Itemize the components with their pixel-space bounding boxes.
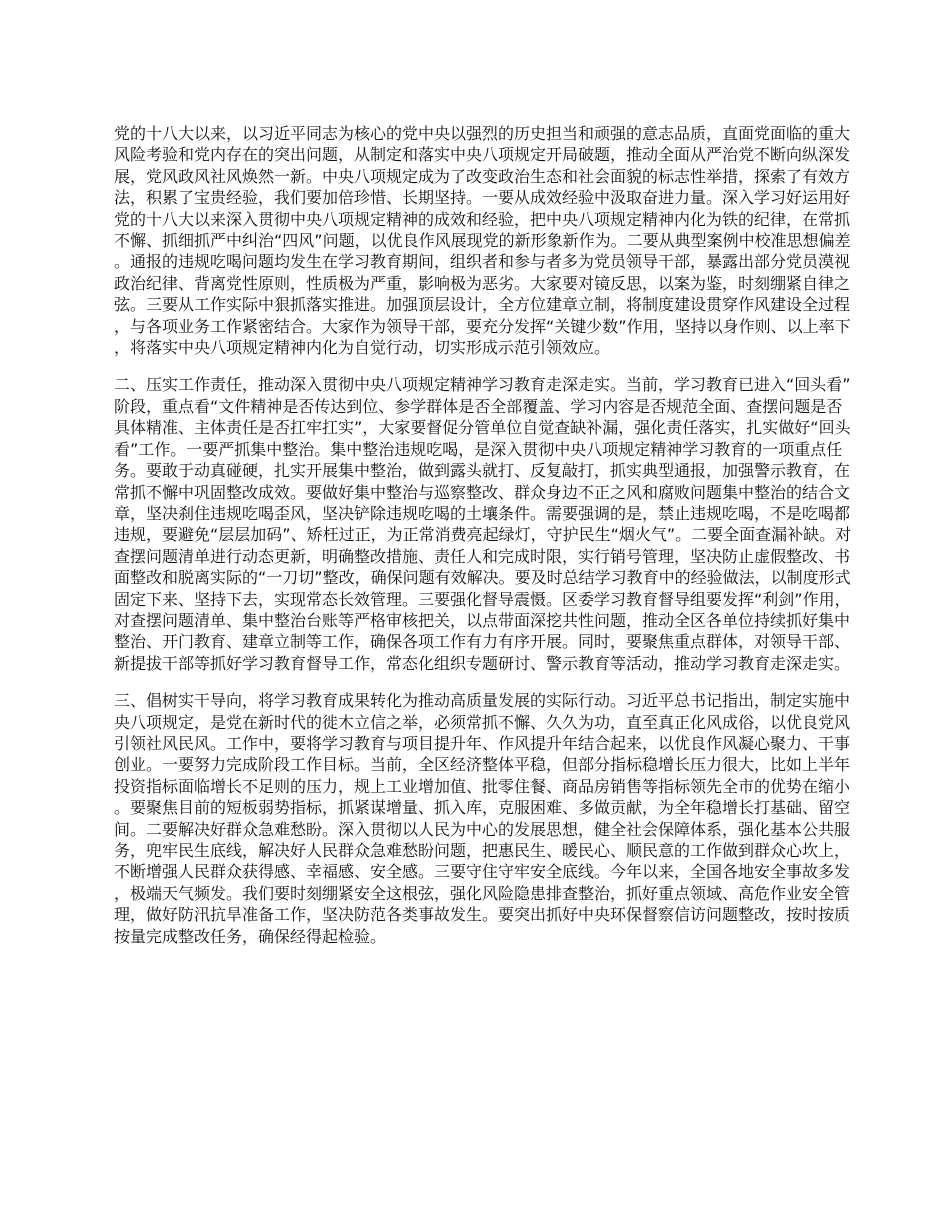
paragraph-section-three: 三、倡树实干导向，将学习教育成果转化为推动高质量发展的实际行动。习近平总书记指出，制定实施中央八项规定，是党在新时代的徙木立信之举，必须常抓不懈、久久为功，直至真正化风成俗，以优良党风引领社风民风。工作中，要将学习教育与项目提升年、作风提升年结合起来，以优良作风凝心聚力、干事创业。一要努力完成阶段工作目标。当前，全区经济整体平稳，但部分指标稳增长压力很大，比如上半年投资指标面临增长不足则的压力，规上工业增加值、批零住餐、商品房销售等指标领先全市的优势在缩小。要聚焦目前的短板弱势指标，抓紧谋增量、抓入库，克服困难、多做贡献，为全年稳增长打基础、留空间。二要解决好群众急难愁盼。深入贯彻以人民为中心的发展思想，健全社会保障体系，强化基本公共服务，兜牢民生底线，解决好人民群众急难愁盼问题，把惠民生、暖民心、顺民意的工作做到群众心坎上，不断增强人民群众获得感、幸福感、安全感。三要守住守牢安全底线。今年以来，全国各地安全事故多发，极端天气频发。我们要时刻绷紧安全这根弦，强化风险隐患排查整治，抓好重点领域、高危作业安全管理，做好防汛抗旱准备工作，坚决防范各类事故发生。要突出抓好中央环保督察信访问题整改，按时按质按量完成整改任务，确保经得起检验。	[114, 691, 851, 946]
paragraph-intro: 党的十八大以来，以习近平同志为核心的党中央以强烈的历史担当和顽强的意志品质，直面党面临的重大风险考验和党内存在的突出问题，从制定和落实中央八项规定开局破题，推动全面从严治党不断向纵深发展，党风政风社风焕然一新。中央八项规定成为了改变政治生态和社会面貌的标志性举措，探索了有效方法，积累了宝贵经验，我们要加倍珍惜、长期坚持。一要从成效经验中汲取奋进力量。深入学习好运用好党的十八大以来深入贯彻中央八项规定精神的成效和经验，把中央八项规定精神内化为铁的纪律，在常抓不懈、抓细抓严中纠治“四风”问题，以优良作风展现党的新形象新作为。二要从典型案例中校准思想偏差。通报的违规吃喝问题均发生在学习教育期间，组织者和参与者多为党员领导干部，暴露出部分党员漠视政治纪律、背离党性原则，性质极为严重，影响极为恶劣。大家要对镜反思，以案为鉴，时刻绷紧自律之弦。三要从工作实际中狠抓落实推进。加强顶层设计，全方位建章立制，将制度建设贯穿作风建设全过程，与各项业务工作紧密结合。大家作为领导干部，要充分发挥“关键少数”作用，坚持以身作则、以上率下，将落实中央八项规定精神内化为自觉行动，切实形成示范引领效应。	[114, 124, 851, 358]
paragraph-section-two: 二、压实工作责任，推动深入贯彻中央八项规定精神学习教育走深走实。当前，学习教育已进入“回头看”阶段，重点看“文件精神是否传达到位、参学群体是否全部覆盖、学习内容是否规范全面、查摆问题是否具体精准、主体责任是否扛牢扛实”，大家要督促分管单位自觉查缺补漏，强化责任落实，扎实做好“回头看”工作。一要严抓集中整治。集中整治违规吃喝，是深入贯彻中央八项规定精神学习教育的一项重点任务。要敢于动真碰硬，扎实开展集中整治，做到露头就打、反复敲打，抓实典型通报，加强警示教育，在常抓不懈中巩固整改成效。要做好集中整治与巡察整改、群众身边不正之风和腐败问题集中整治的结合文章，坚决刹住违规吃喝歪风，坚决铲除违规吃喝的土壤条件。需要强调的是，禁止违规吃喝，不是吃喝都违规，要避免“层层加码”、矫枉过正，为正常消费亮起绿灯，守护民生“烟火气”。二要全面查漏补缺。对查摆问题清单进行动态更新，明确整改措施、责任人和完成时限，实行销号管理，坚决防止虚假整改、书面整改和脱离实际的“一刀切”整改，确保问题有效解决。要及时总结学习教育中的经验做法，以制度形式固定下来、坚持下去，实现常态长效管理。三要强化督导震慑。区委学习教育督导组要发挥“利剑”作用，对查摆问题清单、集中整治台账等严格审核把关，以点带面深挖共性问题，推动全区各单位持续抓好集中整治、开门教育、建章立制等工作，确保各项工作有力有序开展。同时，要聚焦重点群体，对领导干部、新提拔干部等抓好学习教育督导工作，常态化组织专题研讨、警示教育等活动，推动学习教育走深走实。	[114, 375, 852, 673]
document-body	[114, 123, 854, 963]
